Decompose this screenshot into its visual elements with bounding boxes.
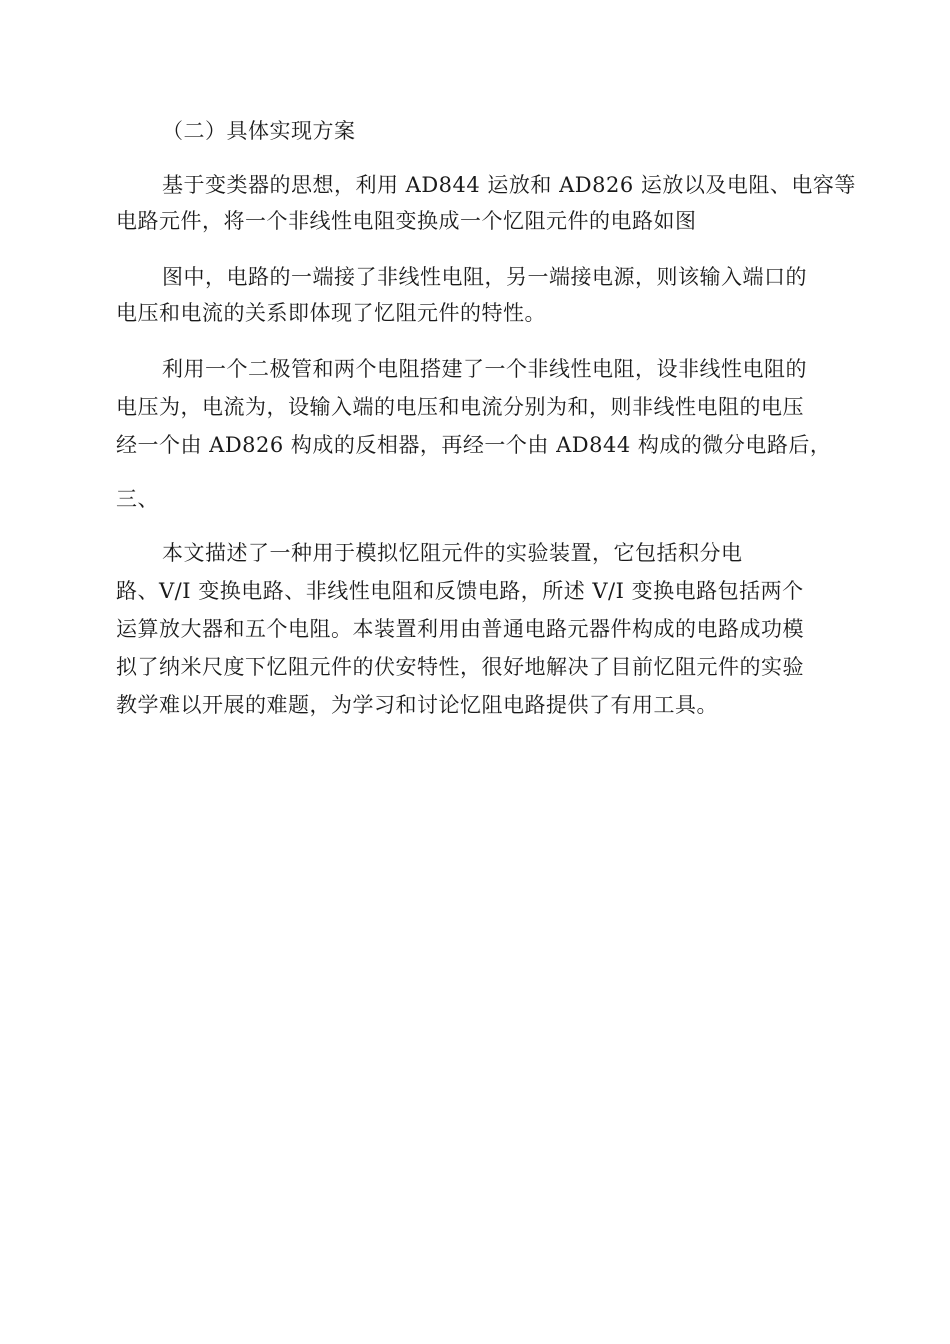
conclusion-line-5: 教学难以开展的难题，为学习和讨论忆阻电路提供了有用工具。 <box>116 693 718 717</box>
conclusion-line-3: 运算放大器和五个电阻。本装置利用由普通电路元器件构成的电路成功模 <box>116 617 804 641</box>
paragraph-2-line-1: 图中，电路的一端接了非线性电阻，另一端接电源，则该输入端口的 <box>162 265 807 289</box>
section-title: （二）具体实现方案 <box>162 119 356 143</box>
paragraph-3-line-3: 经一个由 AD826 构成的反相器，再经一个由 AD844 构成的微分电路后， <box>116 433 832 457</box>
conclusion-line-2: 路、V/I 变换电路、非线性电阻和反馈电路，所述 V/I 变换电路包括两个 <box>116 579 804 603</box>
conclusion-line-4: 拟了纳米尺度下忆阻元件的伏安特性，很好地解决了目前忆阻元件的实验 <box>116 655 804 679</box>
section-three-title: 三、 <box>116 487 159 511</box>
paragraph-3-line-2: 电压为，电流为，设输入端的电压和电流分别为和，则非线性电阻的电压 <box>116 395 804 419</box>
paragraph-1-line-1: 基于变类器的思想，利用 AD844 运放和 AD826 运放以及电阻、电容等 <box>162 173 856 197</box>
conclusion-line-1: 本文描述了一种用于模拟忆阻元件的实验装置，它包括积分电 <box>162 541 743 565</box>
paragraph-3-line-1: 利用一个二极管和两个电阻搭建了一个非线性电阻，设非线性电阻的 <box>162 357 807 381</box>
paragraph-2-line-2: 电压和电流的关系即体现了忆阻元件的特性。 <box>116 301 546 325</box>
paragraph-1-line-2: 电路元件，将一个非线性电阻变换成一个忆阻元件的电路如图 <box>116 209 697 233</box>
